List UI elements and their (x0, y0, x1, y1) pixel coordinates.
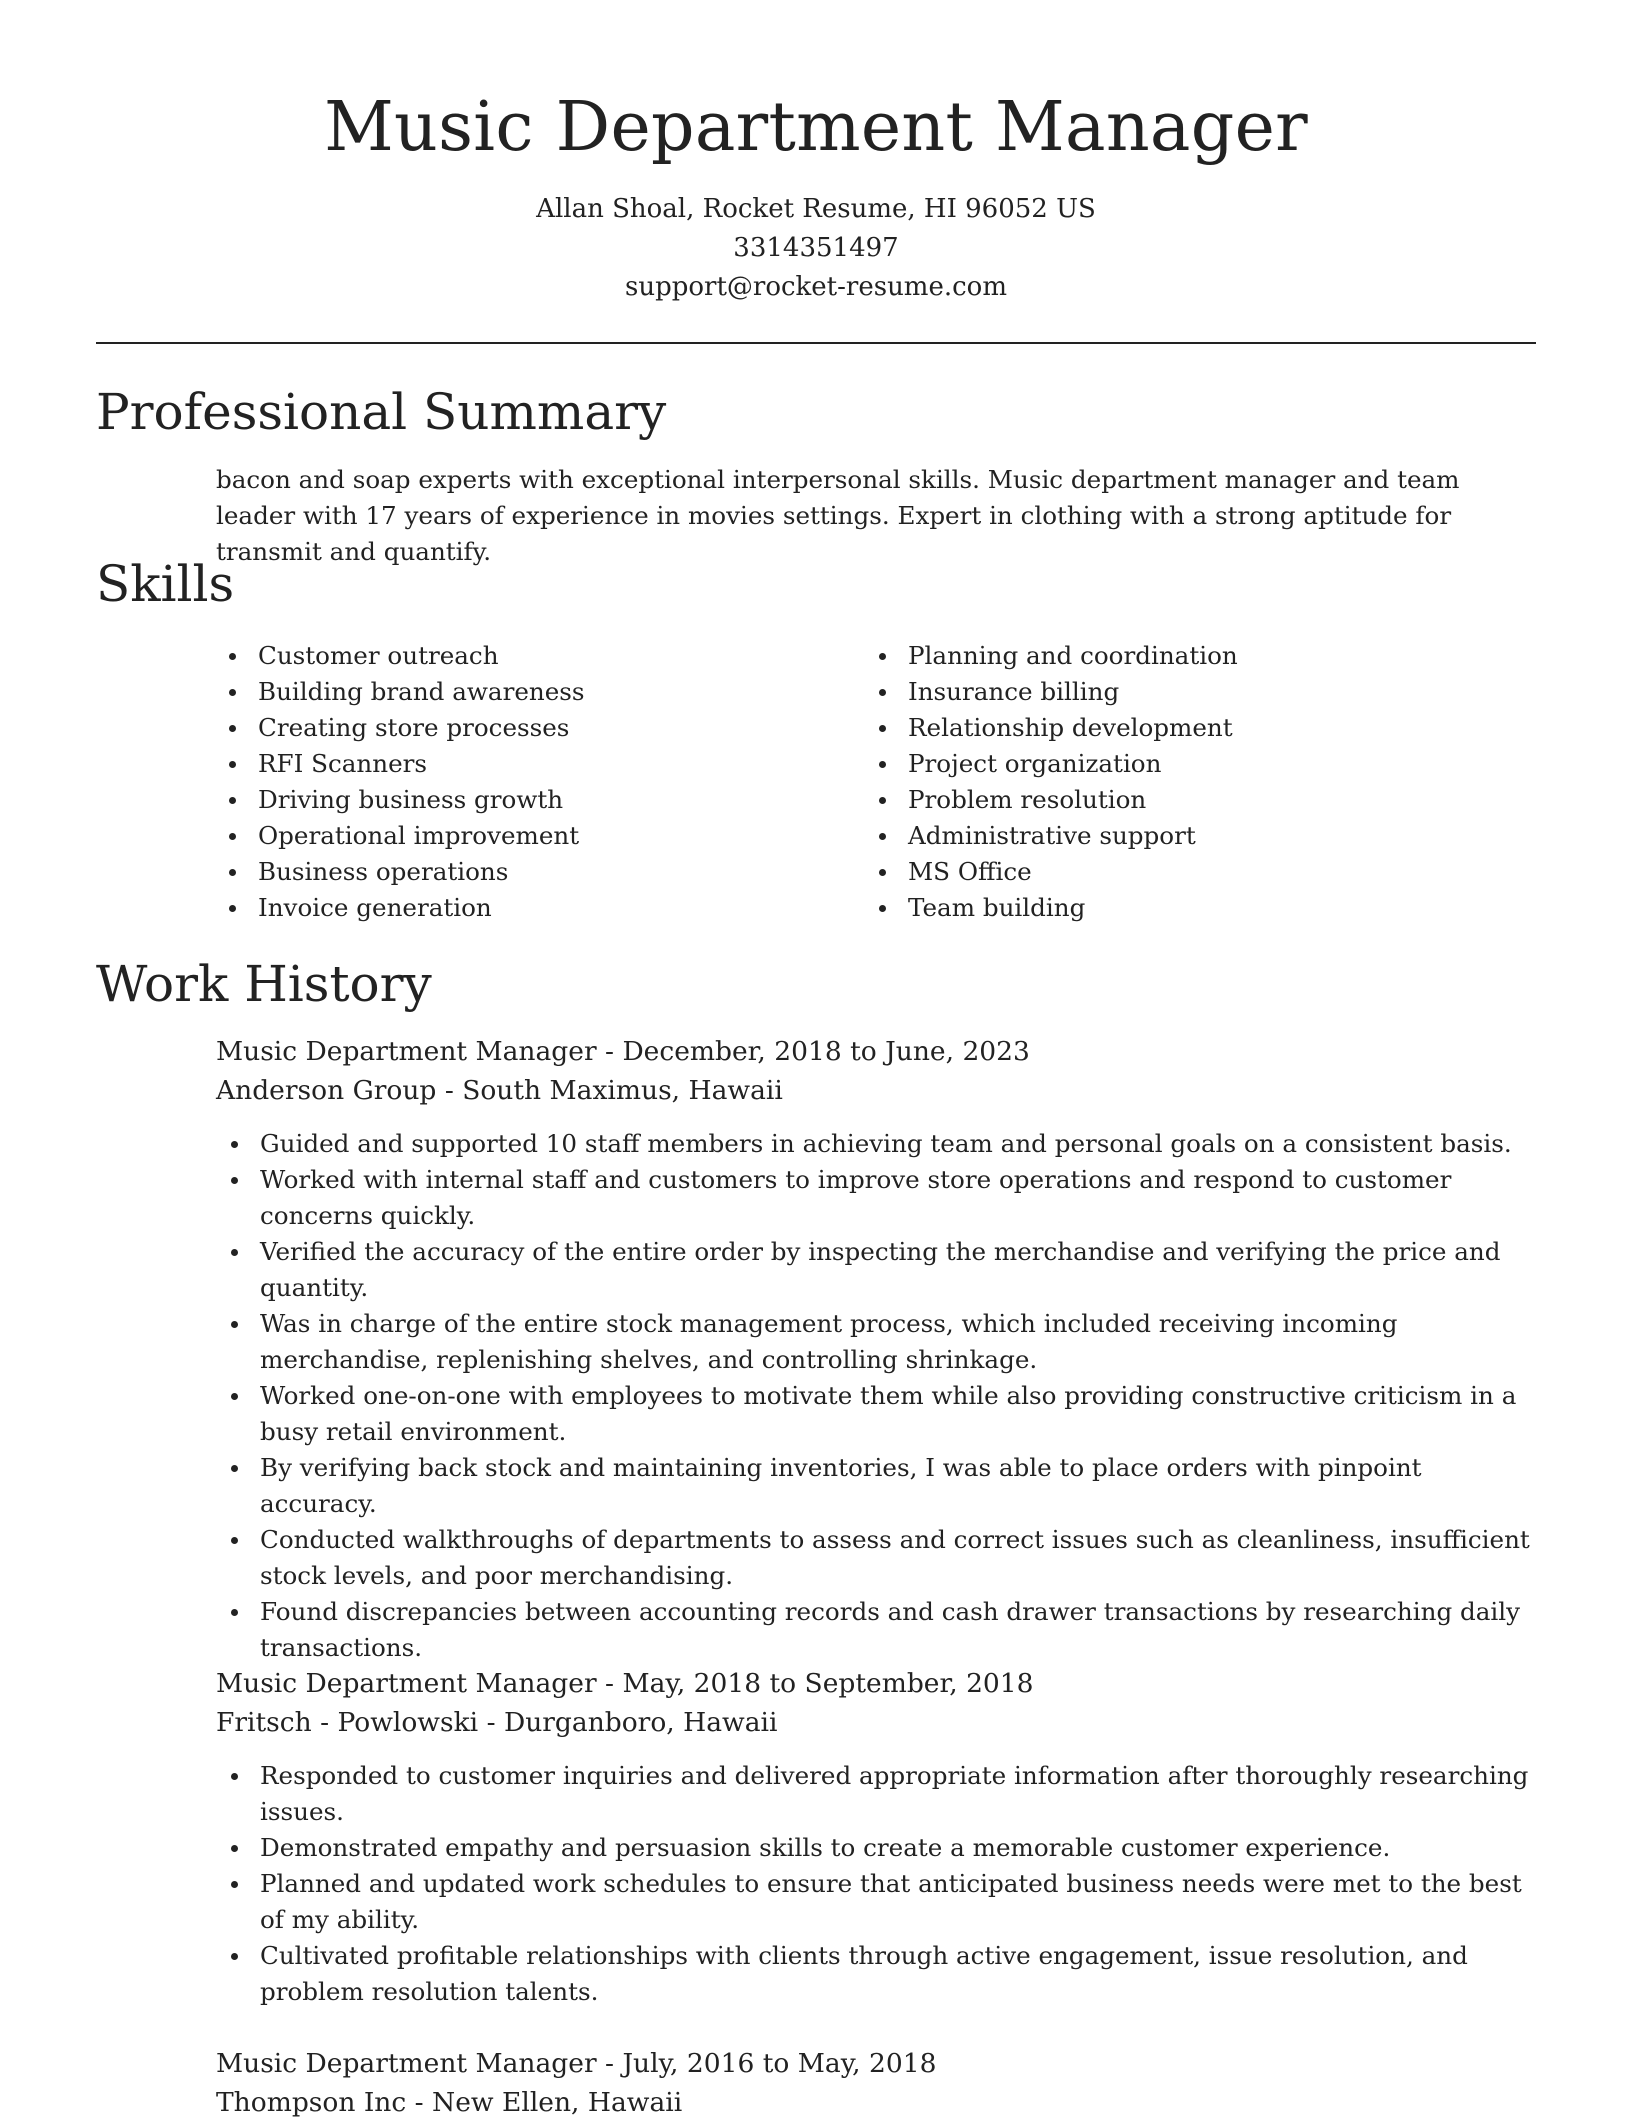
resume-title: Music Department Manager (324, 88, 1308, 167)
job-bullet: By verifying back stock and maintaining inventories, I was able to place orders with pinpoint accuracy. (260, 1450, 1546, 1522)
job-entry (216, 1664, 1546, 2010)
separator: - (478, 1707, 504, 1738)
job-title: Music Department Manager (216, 1668, 597, 1699)
summary-heading: Professional Summary (96, 383, 667, 441)
skills-list-left (258, 638, 818, 926)
job-entry (216, 1032, 1546, 1666)
skill-item: Problem resolution (908, 782, 1528, 818)
separator: - (596, 1668, 623, 1699)
job-dates: May, 2018 to September, 2018 (622, 1668, 1034, 1699)
skills-heading: Skills (96, 555, 235, 613)
skill-item: Business operations (258, 854, 818, 890)
job-bullet-list (216, 1758, 1546, 2010)
job-dates: July, 2016 to May, 2018 (622, 2048, 937, 2079)
skill-item: Relationship development (908, 710, 1528, 746)
contact-block (0, 190, 1632, 307)
separator: - (596, 1036, 623, 1067)
job-company-line (216, 1703, 1546, 1742)
job-title: Music Department Manager (216, 2048, 597, 2079)
resume-header (0, 84, 1632, 307)
job-company: Anderson Group (216, 1075, 437, 1106)
summary-text: bacon and soap experts with exceptional interpersonal skills. Music department manager and team leader with 17 years of experience in movies settings. Expert in clothing with a strong aptitude for transmit and quantify. (216, 465, 1460, 566)
contact-email: support@rocket-resume.com (624, 272, 1007, 302)
job-location: South Maximus, Hawaii (462, 1075, 783, 1106)
skill-item: Operational improvement (258, 818, 818, 854)
skill-item: RFI Scanners (258, 746, 818, 782)
job-location: New Ellen, Hawaii (432, 2087, 683, 2118)
skill-item: Driving business growth (258, 782, 818, 818)
work-history-heading: Work History (96, 955, 432, 1013)
job-entry (216, 2044, 1546, 2122)
job-bullet: Cultivated profitable relationships with clients through active engagement, issue resolution, and problem resolution talents. (260, 1938, 1546, 2010)
skill-item: MS Office (908, 854, 1528, 890)
header-divider (96, 342, 1536, 344)
job-title-line (216, 1664, 1546, 1703)
skill-item: Team building (908, 890, 1528, 926)
job-bullet: Guided and supported 10 staff members in achieving team and personal goals on a consistent basis. (260, 1126, 1546, 1162)
job-bullet: Found discrepancies between accounting records and cash drawer transactions by researching daily transactions. (260, 1594, 1546, 1666)
job-title-line (216, 1032, 1546, 1071)
job-bullet: Was in charge of the entire stock management process, which included receiving incoming merchandise, replenishing shelves, and controlling shrinkage. (260, 1306, 1546, 1378)
skill-item: Administrative support (908, 818, 1528, 854)
job-bullet: Conducted walkthroughs of departments to assess and correct issues such as cleanliness, insufficient stock levels, and poor merchandising. (260, 1522, 1546, 1594)
job-bullet: Responded to customer inquiries and delivered appropriate information after thoroughly researching issues. (260, 1758, 1546, 1830)
job-bullet: Planned and updated work schedules to ensure that anticipated business needs were met to the best of my ability. (260, 1866, 1546, 1938)
job-title: Music Department Manager (216, 1036, 597, 1067)
skill-item: Planning and coordination (908, 638, 1528, 674)
job-location: Durganboro, Hawaii (503, 1707, 778, 1738)
skill-item: Customer outreach (258, 638, 818, 674)
skill-item: Creating store processes (258, 710, 818, 746)
skill-item: Project organization (908, 746, 1528, 782)
job-company-line (216, 1071, 1546, 1110)
contact-address: Allan Shoal, Rocket Resume, HI 96052 US (536, 194, 1096, 224)
job-company: Fritsch - Powlowski (216, 1707, 479, 1738)
skill-item: Insurance billing (908, 674, 1528, 710)
job-bullet: Verified the accuracy of the entire order by inspecting the merchandise and verifying the price and quantity. (260, 1234, 1546, 1306)
job-bullet-list (216, 1126, 1546, 1666)
separator: - (596, 2048, 623, 2079)
skills-list-right (908, 638, 1528, 926)
skill-item: Building brand awareness (258, 674, 818, 710)
contact-phone: 3314351497 (733, 233, 899, 263)
job-dates: December, 2018 to June, 2023 (622, 1036, 1030, 1067)
separator: - (406, 2087, 433, 2118)
job-company-line (216, 2083, 1546, 2122)
job-bullet: Worked one-on-one with employees to motivate them while also providing constructive criticism in a busy retail environment. (260, 1378, 1546, 1450)
job-bullet: Worked with internal staff and customers to improve store operations and respond to customer concerns quickly. (260, 1162, 1546, 1234)
job-title-line (216, 2044, 1546, 2083)
job-company: Thompson Inc (216, 2087, 407, 2118)
separator: - (436, 1075, 463, 1106)
skill-item: Invoice generation (258, 890, 818, 926)
job-bullet: Demonstrated empathy and persuasion skills to create a memorable customer experience. (260, 1830, 1546, 1866)
